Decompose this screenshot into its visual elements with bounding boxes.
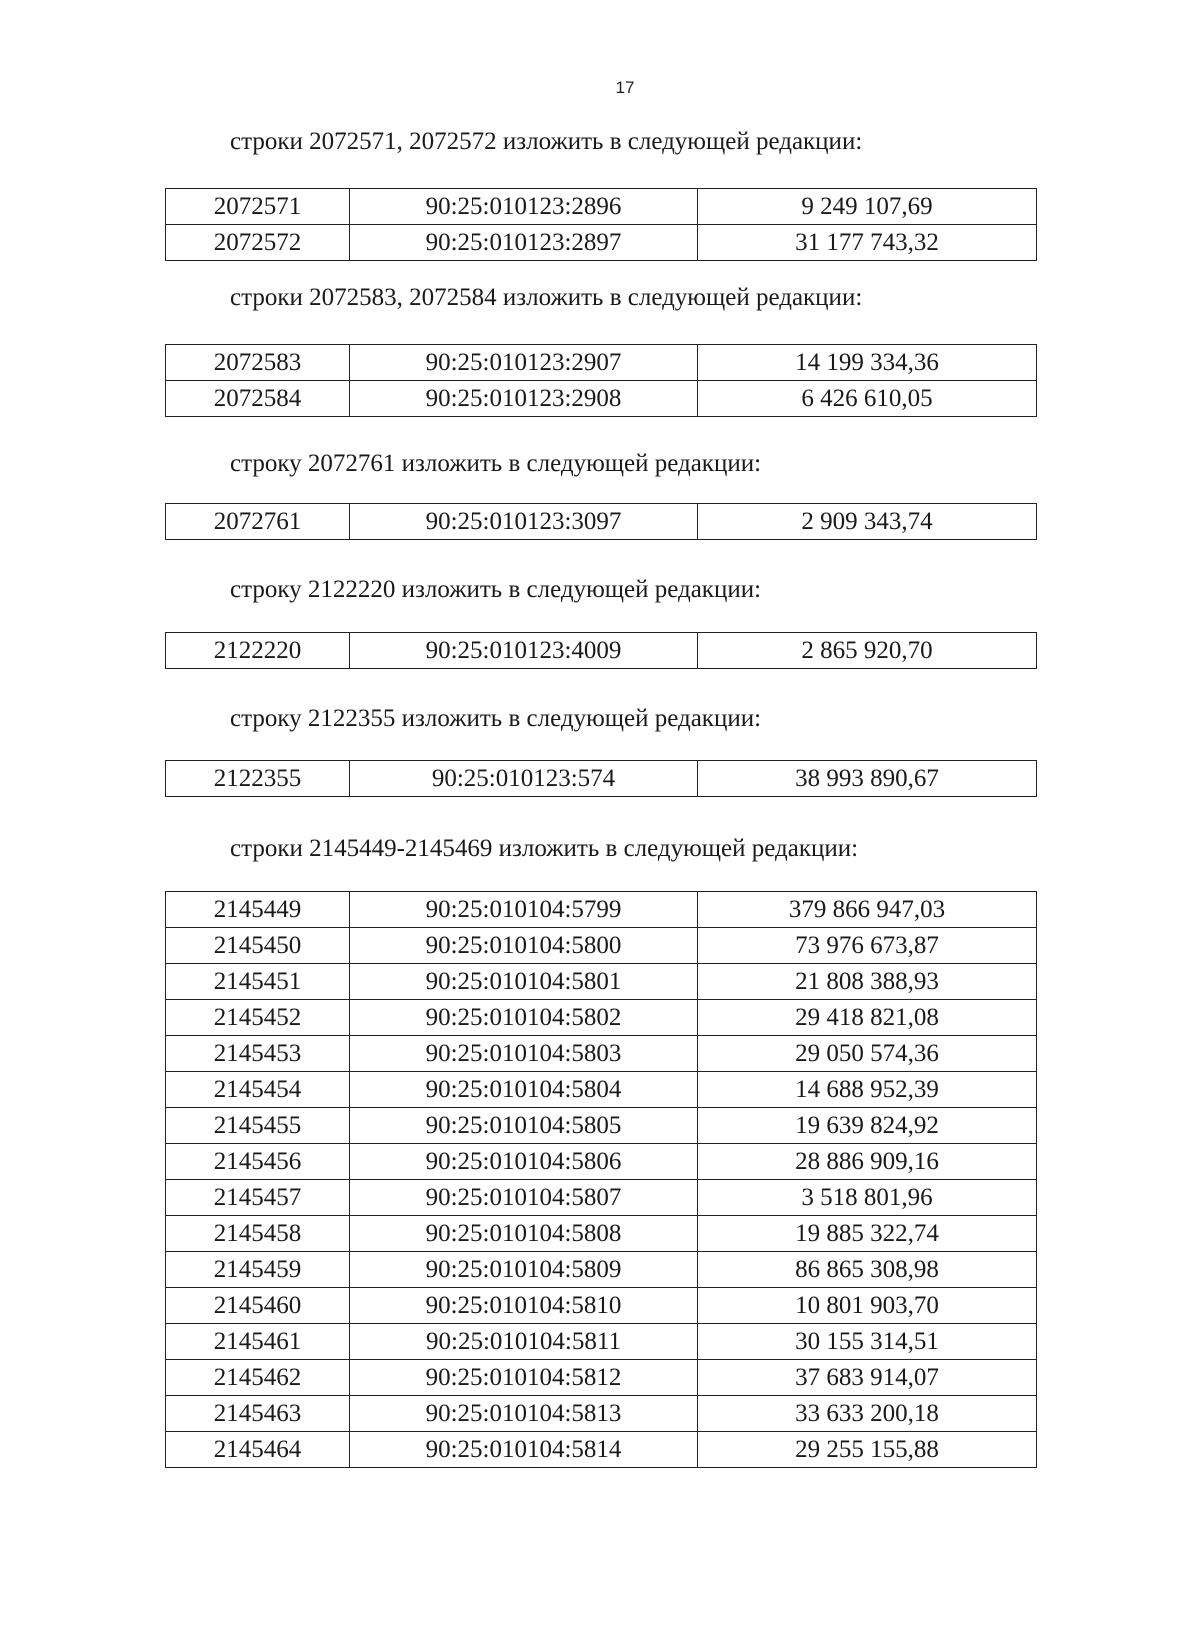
cadastral-value-cell: 19 639 824,92 [698, 1108, 1037, 1144]
cadastral-number-cell: 90:25:010104:5813 [350, 1396, 698, 1432]
cadastral-number-cell: 90:25:010104:5811 [350, 1324, 698, 1360]
table-row [166, 1072, 1037, 1108]
row-number-cell: 2145464 [166, 1432, 350, 1468]
table-row [166, 1144, 1037, 1180]
table-row [166, 504, 1037, 540]
table-row [166, 189, 1037, 225]
cadastral-value-cell: 14 199 334,36 [698, 345, 1037, 381]
cadastral-value-cell: 21 808 388,93 [698, 964, 1037, 1000]
row-number-cell: 2145454 [166, 1072, 350, 1108]
cadastral-value-cell: 10 801 903,70 [698, 1288, 1037, 1324]
cadastral-value-cell: 29 255 155,88 [698, 1432, 1037, 1468]
cadastral-number-cell: 90:25:010104:5806 [350, 1144, 698, 1180]
cadastral-value-cell: 28 886 909,16 [698, 1144, 1037, 1180]
cadastral-number-cell: 90:25:010104:5804 [350, 1072, 698, 1108]
section-heading: строки 2072571, 2072572 изложить в следующей редакции: [230, 128, 863, 155]
row-number-cell: 2145457 [166, 1180, 350, 1216]
amendment-table [165, 188, 1037, 261]
row-number-cell: 2145463 [166, 1396, 350, 1432]
page-number: 17 [615, 78, 635, 97]
row-number-cell: 2145450 [166, 928, 350, 964]
table-row [166, 1036, 1037, 1072]
cadastral-value-cell: 86 865 308,98 [698, 1252, 1037, 1288]
cadastral-value-cell: 6 426 610,05 [698, 381, 1037, 417]
row-number-cell: 2145456 [166, 1144, 350, 1180]
section-heading: строки 2145449-2145469 изложить в следующей редакции: [230, 835, 859, 862]
row-number-cell: 2145451 [166, 964, 350, 1000]
table-row [166, 1108, 1037, 1144]
cadastral-number-cell: 90:25:010104:5803 [350, 1036, 698, 1072]
table-row [166, 345, 1037, 381]
table-row [166, 892, 1037, 928]
cadastral-value-cell: 379 866 947,03 [698, 892, 1037, 928]
cadastral-value-cell: 30 155 314,51 [698, 1324, 1037, 1360]
table-row [166, 964, 1037, 1000]
row-number-cell: 2145462 [166, 1360, 350, 1396]
table-row [166, 1252, 1037, 1288]
cadastral-value-cell: 9 249 107,69 [698, 189, 1037, 225]
section-heading: строку 2072761 изложить в следующей редакции: [230, 450, 762, 477]
cadastral-number-cell: 90:25:010123:2908 [350, 381, 698, 417]
table-row [166, 761, 1037, 797]
row-number-cell: 2072584 [166, 381, 350, 417]
table-row [166, 1000, 1037, 1036]
cadastral-value-cell: 33 633 200,18 [698, 1396, 1037, 1432]
amendment-table [165, 760, 1037, 797]
amendment-table [165, 891, 1037, 1468]
row-number-cell: 2122220 [166, 633, 350, 669]
amendment-table [165, 344, 1037, 417]
amendment-table [165, 632, 1037, 669]
cadastral-number-cell: 90:25:010104:5805 [350, 1108, 698, 1144]
cadastral-number-cell: 90:25:010104:5802 [350, 1000, 698, 1036]
cadastral-number-cell: 90:25:010104:5809 [350, 1252, 698, 1288]
table-row [166, 1432, 1037, 1468]
cadastral-value-cell: 2 909 343,74 [698, 504, 1037, 540]
table-row [166, 1288, 1037, 1324]
cadastral-value-cell: 19 885 322,74 [698, 1216, 1037, 1252]
cadastral-number-cell: 90:25:010104:5814 [350, 1432, 698, 1468]
cadastral-number-cell: 90:25:010123:574 [350, 761, 698, 797]
row-number-cell: 2072583 [166, 345, 350, 381]
table-row [166, 633, 1037, 669]
row-number-cell: 2072761 [166, 504, 350, 540]
cadastral-value-cell: 14 688 952,39 [698, 1072, 1037, 1108]
section-heading: строки 2072583, 2072584 изложить в следующей редакции: [230, 284, 863, 311]
row-number-cell: 2072572 [166, 225, 350, 261]
row-number-cell: 2145449 [166, 892, 350, 928]
table-row [166, 225, 1037, 261]
cadastral-number-cell: 90:25:010104:5810 [350, 1288, 698, 1324]
cadastral-value-cell: 73 976 673,87 [698, 928, 1037, 964]
row-number-cell: 2145459 [166, 1252, 350, 1288]
cadastral-value-cell: 2 865 920,70 [698, 633, 1037, 669]
cadastral-value-cell: 29 418 821,08 [698, 1000, 1037, 1036]
table-row [166, 1180, 1037, 1216]
row-number-cell: 2072571 [166, 189, 350, 225]
section-heading: строку 2122355 изложить в следующей редакции: [230, 705, 762, 732]
table-row [166, 928, 1037, 964]
cadastral-number-cell: 90:25:010123:2897 [350, 225, 698, 261]
section-heading: строку 2122220 изложить в следующей редакции: [230, 576, 762, 603]
amendment-table [165, 503, 1037, 540]
cadastral-value-cell: 37 683 914,07 [698, 1360, 1037, 1396]
cadastral-number-cell: 90:25:010104:5801 [350, 964, 698, 1000]
row-number-cell: 2145455 [166, 1108, 350, 1144]
cadastral-number-cell: 90:25:010104:5812 [350, 1360, 698, 1396]
row-number-cell: 2122355 [166, 761, 350, 797]
cadastral-number-cell: 90:25:010104:5799 [350, 892, 698, 928]
cadastral-number-cell: 90:25:010123:2907 [350, 345, 698, 381]
cadastral-number-cell: 90:25:010104:5808 [350, 1216, 698, 1252]
row-number-cell: 2145461 [166, 1324, 350, 1360]
row-number-cell: 2145460 [166, 1288, 350, 1324]
cadastral-number-cell: 90:25:010123:3097 [350, 504, 698, 540]
cadastral-value-cell: 38 993 890,67 [698, 761, 1037, 797]
table-row [166, 1360, 1037, 1396]
cadastral-value-cell: 29 050 574,36 [698, 1036, 1037, 1072]
row-number-cell: 2145452 [166, 1000, 350, 1036]
cadastral-number-cell: 90:25:010104:5807 [350, 1180, 698, 1216]
table-row [166, 381, 1037, 417]
row-number-cell: 2145453 [166, 1036, 350, 1072]
cadastral-number-cell: 90:25:010104:5800 [350, 928, 698, 964]
cadastral-number-cell: 90:25:010123:4009 [350, 633, 698, 669]
table-row [166, 1324, 1037, 1360]
cadastral-number-cell: 90:25:010123:2896 [350, 189, 698, 225]
cadastral-value-cell: 31 177 743,32 [698, 225, 1037, 261]
cadastral-value-cell: 3 518 801,96 [698, 1180, 1037, 1216]
table-row [166, 1396, 1037, 1432]
row-number-cell: 2145458 [166, 1216, 350, 1252]
table-row [166, 1216, 1037, 1252]
